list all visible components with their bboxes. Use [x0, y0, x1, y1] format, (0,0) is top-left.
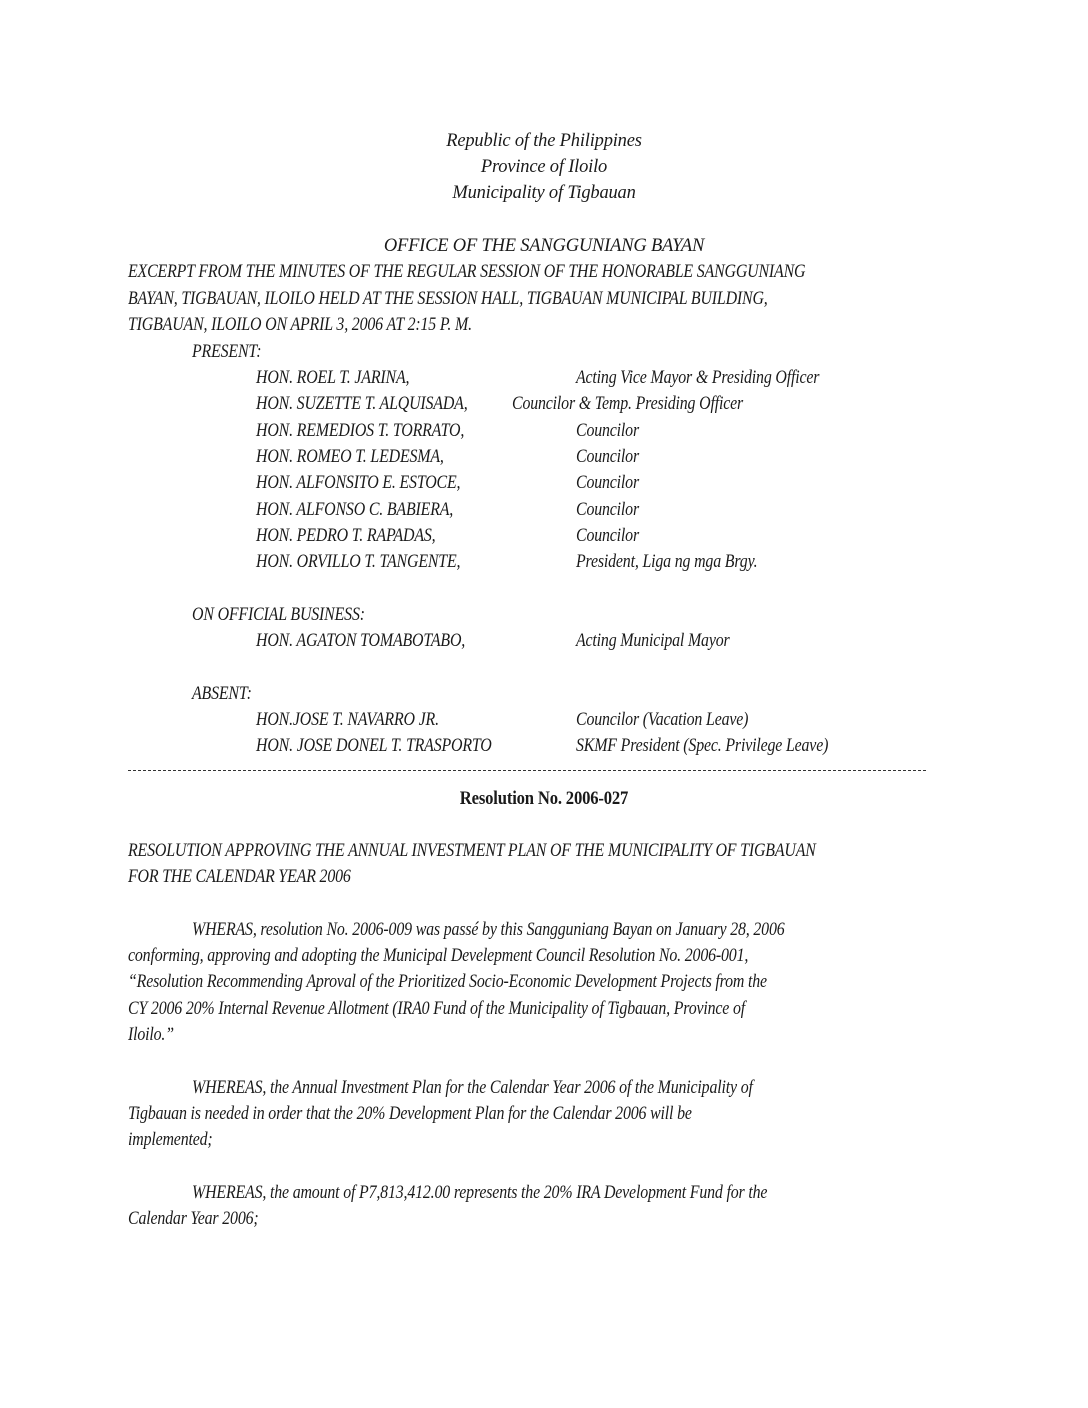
official-business-label: ON OFFICIAL BUSINESS:: [192, 605, 365, 625]
whereas-1-line-1: WHERAS, resolution No. 2006-009 was passé by this Sangguniang Bayan on January 28, 2006: [192, 920, 785, 940]
attendee-name: HON. AGATON TOMABOTABO,: [256, 631, 466, 651]
attendee-name: HON. JOSE DONEL T. TRASPORTO: [256, 736, 492, 756]
attendee-name: HON. PEDRO T. RAPADAS,: [256, 526, 436, 546]
header-republic: Republic of the Philippines: [446, 131, 642, 151]
attendee-role: Councilor & Temp. Presiding Officer: [512, 394, 744, 414]
attendee-name: HON. ALFONSITO E. ESTOCE,: [256, 473, 461, 493]
header-province: Province of Iloilo: [480, 157, 608, 177]
excerpt-line-1: EXCERPT FROM THE MINUTES OF THE REGULAR SESSION OF THE HONORABLE SANGGUNIANG: [128, 262, 806, 282]
attendee-role: Councilor (Vacation Leave): [576, 710, 749, 730]
attendee-role: Councilor: [576, 526, 639, 546]
attendee-role: Acting Vice Mayor & Presiding Officer: [576, 368, 820, 388]
absent-label: ABSENT:: [192, 684, 252, 704]
whereas-3-line-2: Calendar Year 2006;: [128, 1209, 259, 1229]
dashed-divider: [128, 770, 926, 771]
attendee-name: HON. ORVILLO T. TANGENTE,: [256, 552, 461, 572]
attendee-name: HON. ROMEO T. LEDESMA,: [256, 447, 444, 467]
whereas-2-line-3: implemented;: [128, 1130, 213, 1150]
resolution-number: Resolution No. 2006-027: [459, 789, 629, 809]
present-label: PRESENT:: [192, 342, 262, 362]
attendee-role: Councilor: [576, 421, 639, 441]
attendee-role: Councilor: [576, 447, 639, 467]
resolution-title-line-2: FOR THE CALENDAR YEAR 2006: [128, 867, 351, 887]
attendee-name: HON. ALFONSO C. BABIERA,: [256, 500, 454, 520]
attendee-role: SKMF President (Spec. Privilege Leave): [576, 736, 829, 756]
attendee-role: Acting Municipal Mayor: [576, 631, 730, 651]
attendee-role: Councilor: [576, 500, 639, 520]
excerpt-line-3: TIGBAUAN, ILOILO ON APRIL 3, 2006 AT 2:15 P. M.: [128, 315, 472, 335]
whereas-1-line-5: Iloilo.”: [128, 1025, 174, 1045]
whereas-1-line-2: conforming, approving and adopting the Municipal Develepment Council Resolution No. 2006-001,: [128, 946, 749, 966]
attendee-role: President, Liga ng mga Brgy.: [576, 552, 758, 572]
attendee-name: HON. ROEL T. JARINA,: [256, 368, 410, 388]
office-title: OFFICE OF THE SANGGUNIANG BAYAN: [383, 236, 705, 256]
attendee-name: HON. SUZETTE T. ALQUISADA,: [256, 394, 468, 414]
header-municipality: Municipality of Tigbauan: [452, 183, 636, 203]
whereas-2-line-2: Tigbauan is needed in order that the 20% Development Plan for the Calendar 2006 will be: [128, 1104, 692, 1124]
whereas-1-line-4: CY 2006 20% Internal Revenue Allotment (IRA0 Fund of the Municipality of Tigbauan, Province of: [128, 999, 746, 1019]
attendee-role: Councilor: [576, 473, 639, 493]
whereas-2-line-1: WHEREAS, the Annual Investment Plan for the Calendar Year 2006 of the Municipality of: [192, 1078, 753, 1098]
whereas-1-line-3: “Resolution Recommending Aproval of the Prioritized Socio-Economic Development Projects from the: [128, 972, 767, 992]
attendee-name: HON. REMEDIOS T. TORRATO,: [256, 421, 465, 441]
resolution-title-line-1: RESOLUTION APPROVING THE ANNUAL INVESTMENT PLAN OF THE MUNICIPALITY OF TIGBAUAN: [128, 841, 816, 861]
attendee-name: HON.JOSE T. NAVARRO JR.: [256, 710, 439, 730]
whereas-3-line-1: WHEREAS, the amount of P7,813,412.00 represents the 20% IRA Development Fund for the: [192, 1183, 768, 1203]
excerpt-line-2: BAYAN, TIGBAUAN, ILOILO HELD AT THE SESSION HALL, TIGBAUAN MUNICIPAL BUILDING,: [128, 289, 768, 309]
